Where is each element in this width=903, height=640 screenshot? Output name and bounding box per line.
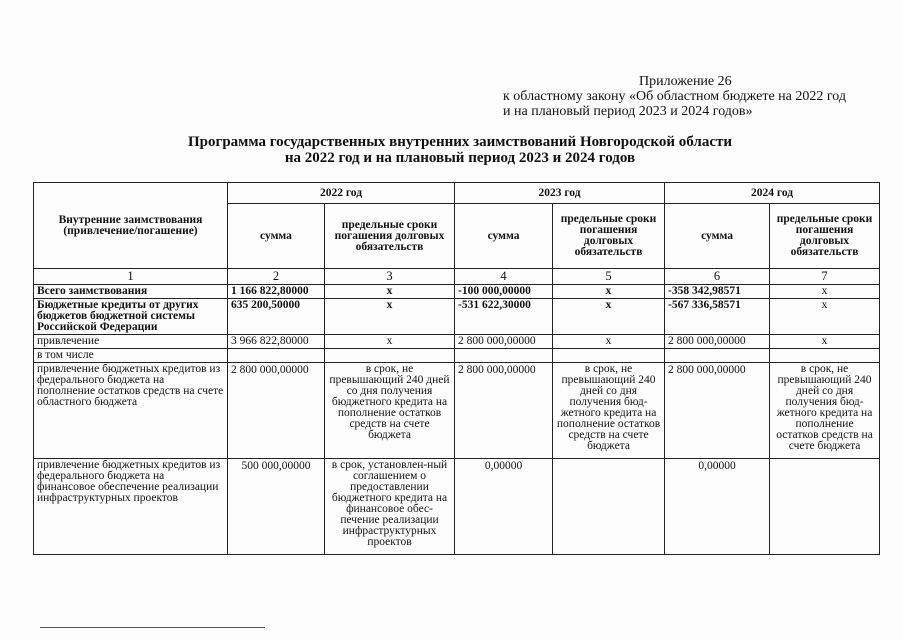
sum-2024: -567 336,58571 — [665, 299, 770, 335]
sum-2022: 3 966 822,80000 — [228, 335, 325, 349]
sum-2023: -100 000,00000 — [455, 285, 553, 299]
terms-2022: в срок, не превышающий 240 дней со дня получения бюджетного кредита на пополнение остатков средств на счете бюджета — [325, 363, 455, 459]
terms-2023: х — [553, 335, 665, 349]
table-row-including — [34, 349, 880, 363]
sum-2024: 2 800 000,00000 — [665, 335, 770, 349]
borrowings-table — [33, 182, 880, 555]
table-row-federal-infrastructure — [34, 459, 880, 555]
terms-2024 — [770, 459, 880, 555]
header-sum-2024: сумма — [665, 204, 770, 269]
header-borrowings: Внутренние заимствования (привлечение/погашение) — [34, 183, 228, 269]
footer-divider — [40, 627, 265, 628]
index-cell: 7 — [770, 269, 880, 285]
header-row-years — [34, 183, 880, 204]
table-row-federal-replenish — [34, 363, 880, 459]
sum-2024: 2 800 000,00000 — [665, 363, 770, 459]
sum-2024: -358 342,98571 — [665, 285, 770, 299]
header-sum-2023: сумма — [455, 204, 553, 269]
title-line-1: Программа государственных внутренних заимствований Новгородской области — [188, 134, 732, 150]
index-cell: 3 — [325, 269, 455, 285]
row-label: привлечение бюджетных кредитов из федерального бюджета на пополнение остатков средств на счете областного бюджета — [34, 363, 228, 459]
row-label: привлечение — [34, 335, 228, 349]
index-row — [34, 269, 880, 285]
terms-2022: в срок, установлен-ный соглашением о предоставлении бюджетного кредита на финансовое обес-печение реализации инфраструктурных проектов — [325, 459, 455, 555]
terms-2022: х — [325, 335, 455, 349]
sum-2023: 2 800 000,00000 — [455, 363, 553, 459]
terms-2023: х — [553, 285, 665, 299]
header-terms-2024: предельные сроки погашения долговых обязательств — [770, 204, 880, 269]
index-cell: 1 — [34, 269, 228, 285]
appendix-header — [503, 74, 888, 119]
terms-2023: в срок, не превышающий 240 дней со дня получения бюд-жетного кредита на пополнение остатков средств на счете бюджета — [553, 363, 665, 459]
title-line-2: на 2022 год и на плановый период 2023 и 2024 годов — [284, 150, 636, 166]
header-terms-2022: предельные сроки погашения долговых обязательств — [325, 204, 455, 269]
sum-2024: 0,00000 — [665, 459, 770, 555]
row-label: Всего заимствования — [34, 285, 228, 299]
row-label: привлечение бюджетных кредитов из федерального бюджета на финансовое обеспечение реализации инфраструктурных проектов — [34, 459, 228, 555]
appendix-number: Приложение 26 — [639, 74, 732, 89]
table-row-total — [34, 285, 880, 299]
terms-2023 — [553, 459, 665, 555]
sum-2023: 2 800 000,00000 — [455, 335, 553, 349]
row-label: в том числе — [34, 349, 228, 363]
terms-2023: х — [553, 299, 665, 335]
sum-2022: 500 000,00000 — [228, 459, 325, 555]
index-cell: 6 — [665, 269, 770, 285]
terms-2022: х — [325, 285, 455, 299]
terms-2024: х — [770, 285, 880, 299]
header-year-2024: 2024 год — [665, 183, 880, 204]
table-row-budget-credits — [34, 299, 880, 335]
terms-2024: х — [770, 299, 880, 335]
index-cell: 2 — [228, 269, 325, 285]
table-row-attraction — [34, 335, 880, 349]
terms-2022: х — [325, 299, 455, 335]
header-year-2023: 2023 год — [455, 183, 665, 204]
sum-2022: 635 200,50000 — [228, 299, 325, 335]
terms-2024: х — [770, 335, 880, 349]
sum-2023: 0,00000 — [455, 459, 553, 555]
row-label: Бюджетные кредиты от других бюджетов бюджетной системы Российской Федерации — [34, 299, 228, 335]
sum-2022: 2 800 000,00000 — [228, 363, 325, 459]
index-cell: 5 — [553, 269, 665, 285]
header-terms-2023: предельные сроки погашения долговых обязательств — [553, 204, 665, 269]
sum-2022: 1 166 822,80000 — [228, 285, 325, 299]
appendix-line-1: к областному закону «Об областном бюджете на 2022 год — [503, 89, 846, 104]
sum-2023: -531 622,30000 — [455, 299, 553, 335]
index-cell: 4 — [455, 269, 553, 285]
appendix-line-2: и на плановый период 2023 и 2024 годов» — [503, 104, 753, 119]
header-sum-2022: сумма — [228, 204, 325, 269]
document-title — [150, 134, 770, 166]
terms-2024: в срок, не превышающий 240 дней со дня получения бюд-жетного кредита на пополнение остатков средств на счете бюджета — [770, 363, 880, 459]
header-year-2022: 2022 год — [228, 183, 455, 204]
